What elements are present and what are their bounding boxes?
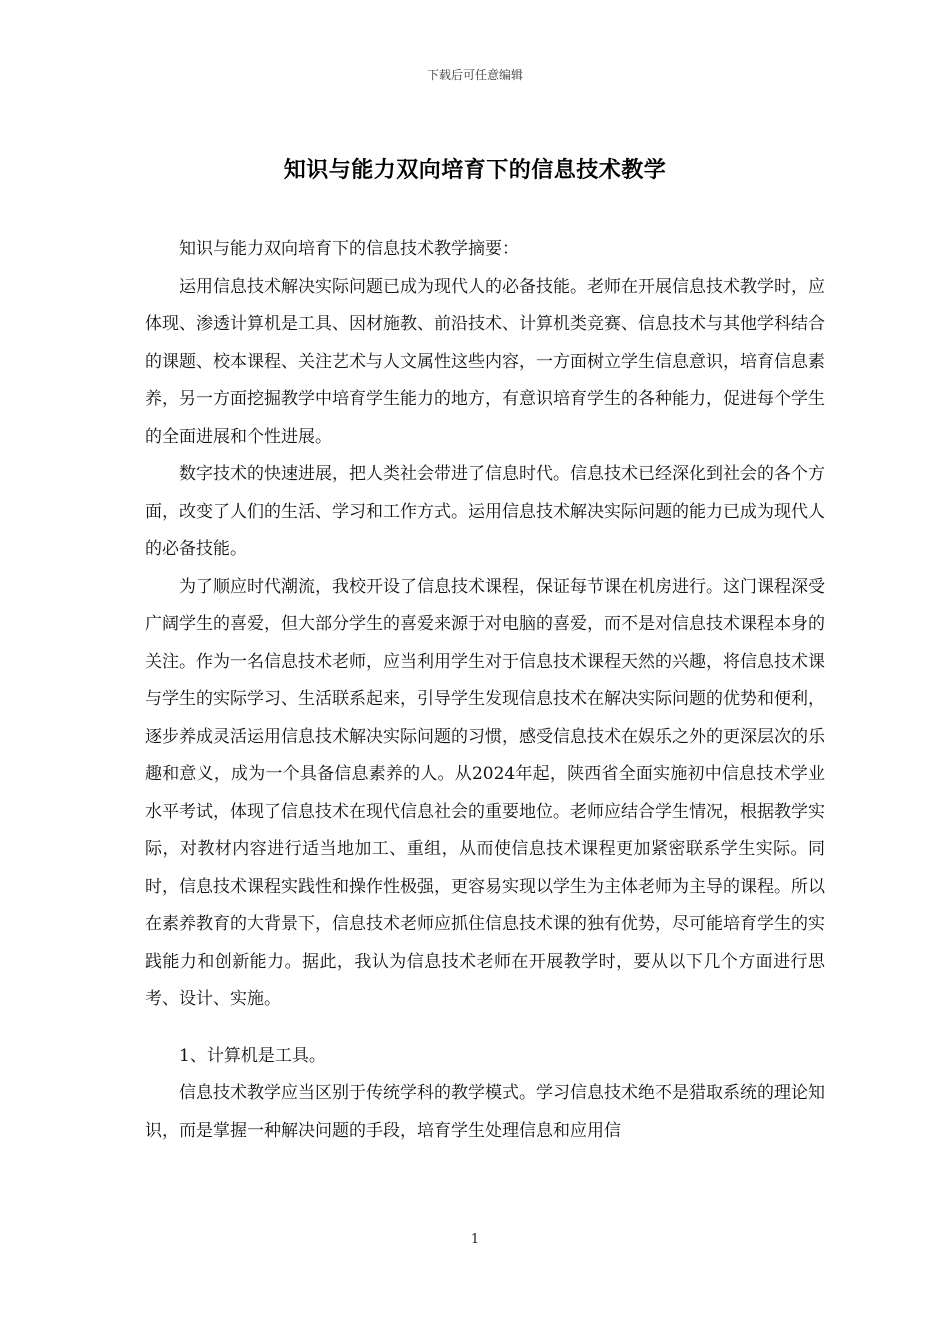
abstract-paragraph: 运用信息技术解决实际问题已成为现代人的必备技能。老师在开展信息技术教学时，应体现、渗透计算机是工具、因材施教、前沿技术、计算机类竞赛、信息技术与其他学科结合的课题、校本课程、关注艺术与人文属性这些内容，一方面树立学生信息意识，培育信息素养，另一方面挖掘教学中培育学生能力的地方，有意识培育学生的各种能力，促进每个学生的全面进展和个性进展。 [145, 276, 825, 447]
header-note: 下载后可任意编辑 [426, 68, 523, 82]
document-title: 知识与能力双向培育下的信息技术教学 [283, 157, 667, 183]
section-heading: 1、计算机是工具。 [179, 1045, 326, 1066]
body-paragraph: 数字技术的快速进展，把人类社会带进了信息时代。信息技术已经深化到社会的各个方面，改变了人们的生活、学习和工作方式。运用信息技术解决实际问题的能力已成为现代人的必备技能。 [145, 464, 825, 559]
document-body [145, 231, 825, 1150]
body-paragraph: 为了顺应时代潮流，我校开设了信息技术课程，保证每节课在机房进行。这门课程深受广阔学生的喜爱，但大部分学生的喜爱来源于对电脑的喜爱，而不是对信息技术课程本身的关注。作为一名信息技术老师，应当利用学生对于信息技术课程天然的兴趣，将信息技术课与学生的实际学习、生活联系起来，引导学生发现信息技术在解决实际问题的优势和便利，逐步养成灵活运用信息技术解决实际问题的习惯，感受信息技术在娱乐之外的更深层次的乐趣和意义，成为一个具备信息素养的人。从2024年起，陕西省全面实施初中信息技术学业水平考试，体现了信息技术在现代信息社会的重要地位。老师应结合学生情况，根据教学实际，对教材内容进行适当地加工、重组，从而使信息技术课程更加紧密联系学生实际。同时，信息技术课程实践性和操作性极强，更容易实现以学生为主体老师为主导的课程。所以在素养教育的大背景下，信息技术老师应抓住信息技术课的独有优势，尽可能培育学生的实践能力和创新能力。据此，我认为信息技术老师在开展教学时，要从以下几个方面进行思考、设计、实施。 [145, 576, 825, 1009]
body-paragraph: 信息技术教学应当区别于传统学科的教学模式。学习信息技术绝不是猎取系统的理论知识，而是掌握一种解决问题的手段，培育学生处理信息和应用信 [145, 1083, 825, 1141]
abstract-heading: 知识与能力双向培育下的信息技术教学摘要： [179, 239, 519, 259]
page-number: 1 [470, 1232, 480, 1247]
